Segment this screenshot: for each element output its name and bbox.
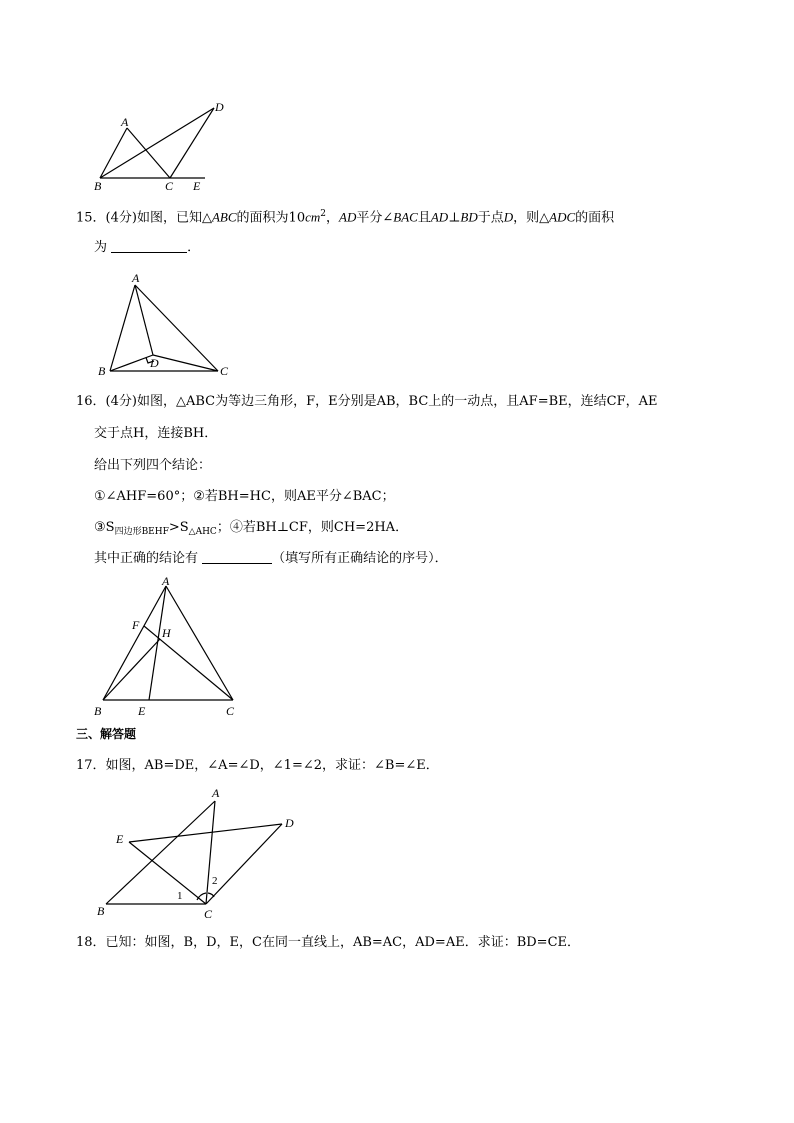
label-c: C	[226, 704, 235, 718]
angle-1-label: 1	[177, 890, 183, 902]
label-a: A	[212, 786, 220, 800]
label-c: C	[204, 907, 213, 921]
question-16-conclusion-3-4: $③S_{四边形BEHF}>S_{\triangle AHC}$；④若BH⊥CF，则CH=2HA．	[94, 520, 409, 537]
label-a: A	[132, 271, 140, 285]
question-16-line-1: 16．(4分)如图，△ABC为等边三角形，F，E分别是AB，BC上的一动点，且AF=BE，连结CF，AE	[76, 394, 658, 409]
label-b: B	[94, 704, 102, 718]
angle-2-label: 2	[212, 875, 218, 887]
label-b: B	[98, 364, 106, 378]
question-16-conclusion-1-2: ①∠AHF=60°；②若BH=HC，则AE平分∠BAC；	[94, 489, 395, 504]
label-h: H	[162, 626, 171, 640]
label-d: D	[215, 100, 224, 114]
question-16-line-5: 其中正确的结论有 （填写所有正确结论的序号）．	[94, 551, 448, 566]
label-d: D	[150, 356, 159, 370]
label-b: B	[97, 904, 105, 918]
question-number: 16．(4分)	[76, 394, 137, 409]
question-18: 18．已知：如图，B，D，E，C在同一直线上，AB=AC，AD=AE．求证：BD=CE．	[76, 935, 581, 950]
question-16-line-3: 给出下列四个结论：	[94, 458, 212, 473]
label-f: F	[132, 618, 140, 632]
question-number: 15．(4分)	[76, 210, 137, 226]
section-heading: 三、解答题	[76, 727, 137, 741]
label-e: E	[193, 179, 201, 193]
question-15-line-2: 为 ．	[94, 240, 201, 255]
question-17: 17．如图，AB=DE，∠A=∠D，∠1=∠2，求证：∠B=∠E．	[76, 758, 439, 773]
question-16-line-2: 交于点H，连接BH．	[94, 426, 218, 441]
label-c: C	[220, 364, 229, 378]
label-a: A	[121, 115, 129, 129]
label-e: E	[138, 704, 146, 718]
label-d: D	[285, 816, 294, 830]
label-a: A	[162, 574, 170, 588]
label-c: C	[165, 179, 174, 193]
label-e: E	[116, 832, 124, 846]
question-15-line-1: 15．(4分)如图，已知△ABC的面积为$10cm^2$，AD平分∠BAC且AD⊥BD于点D，则△ADC的面积	[76, 209, 615, 226]
label-b: B	[94, 179, 102, 193]
